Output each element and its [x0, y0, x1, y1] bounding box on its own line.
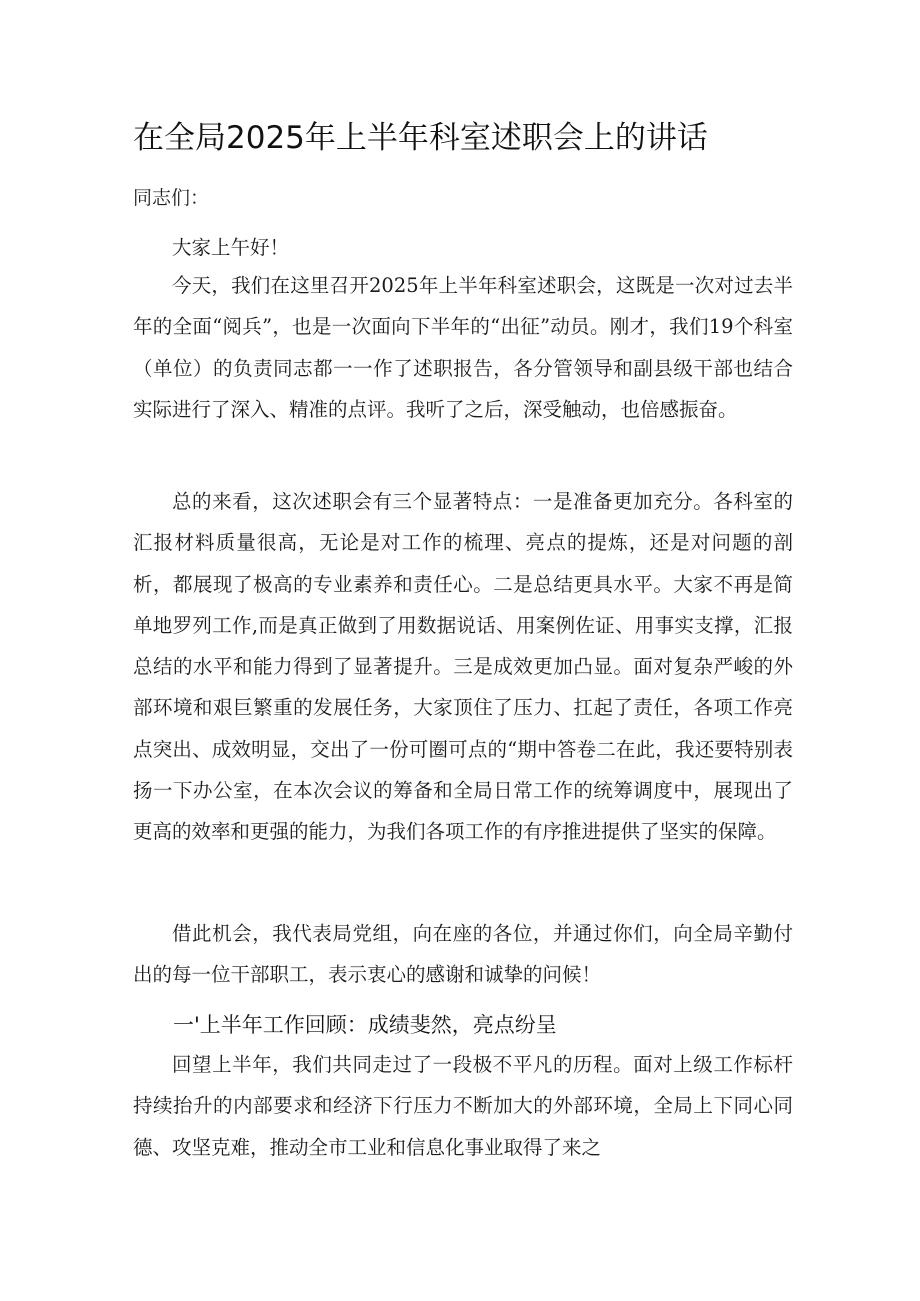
paragraph-features: 总的来看，这次述职会有三个显著特点：一是准备更加充分。各科室的汇报材料质量很高，无论是对工作的梳理、亮点的提炼，还是对问题的剖析，都展现了极高的专业素养和责任心。二是总结更具水平。大家不再是简单地罗列工作,而是真正做到了用数据说话、用案例佐证、用事实支撑，汇报总结的水平和能力得到了显著提升。三是成效更加凸显。面对复杂严峻的外部环境和艰巨繁重的发展任务，大家顶住了压力、扛起了责任，各项工作亮点突出、成效明显，交出了一份可圈可点的“期中答卷二在此，我还要特别表扬一下办公室，在本次会议的筹备和全局日常工作的统筹调度中，展现出了更高的效率和更强的能力，为我们各项工作的有序推进提供了坚实的保障。	[133, 490, 793, 844]
paragraph-review: 回望上半年，我们共同走过了一段极不平凡的历程。面对上级工作标杆持续抬升的内部要求和经济下行压力不断加大的外部环境，全局上下同心同德、攻坚克难，推动全市工业和信息化事业取得了来之	[133, 1053, 793, 1159]
paragraph-greeting: 大家上午好！	[172, 236, 290, 259]
document-title: 在全局2025年上半年科室述职会上的讲话	[133, 120, 708, 156]
paragraph-thanks: 借此机会，我代表局党组，向在座的各位，并通过你们，向全局辛勤付出的每一位干部职工，表示衷心的感谢和诚挚的问候！	[133, 922, 793, 987]
paragraph-opening: 今天，我们在这里召开2025年上半年科室述职会，这既是一次对过去半年的全面“阅兵”，也是一次面向下半年的“出征”动员。刚才，我们19个科室（单位）的负责同志都一一作了述职报告，各分管领导和副县级干部也结合实际进行了深入、精准的点评。我听了之后，深受触动，也倍感振奋。	[133, 274, 793, 421]
section-heading-review: 一'上半年工作回顾：成绩斐然，亮点纷呈	[173, 1013, 557, 1037]
salutation: 同志们：	[133, 187, 210, 209]
